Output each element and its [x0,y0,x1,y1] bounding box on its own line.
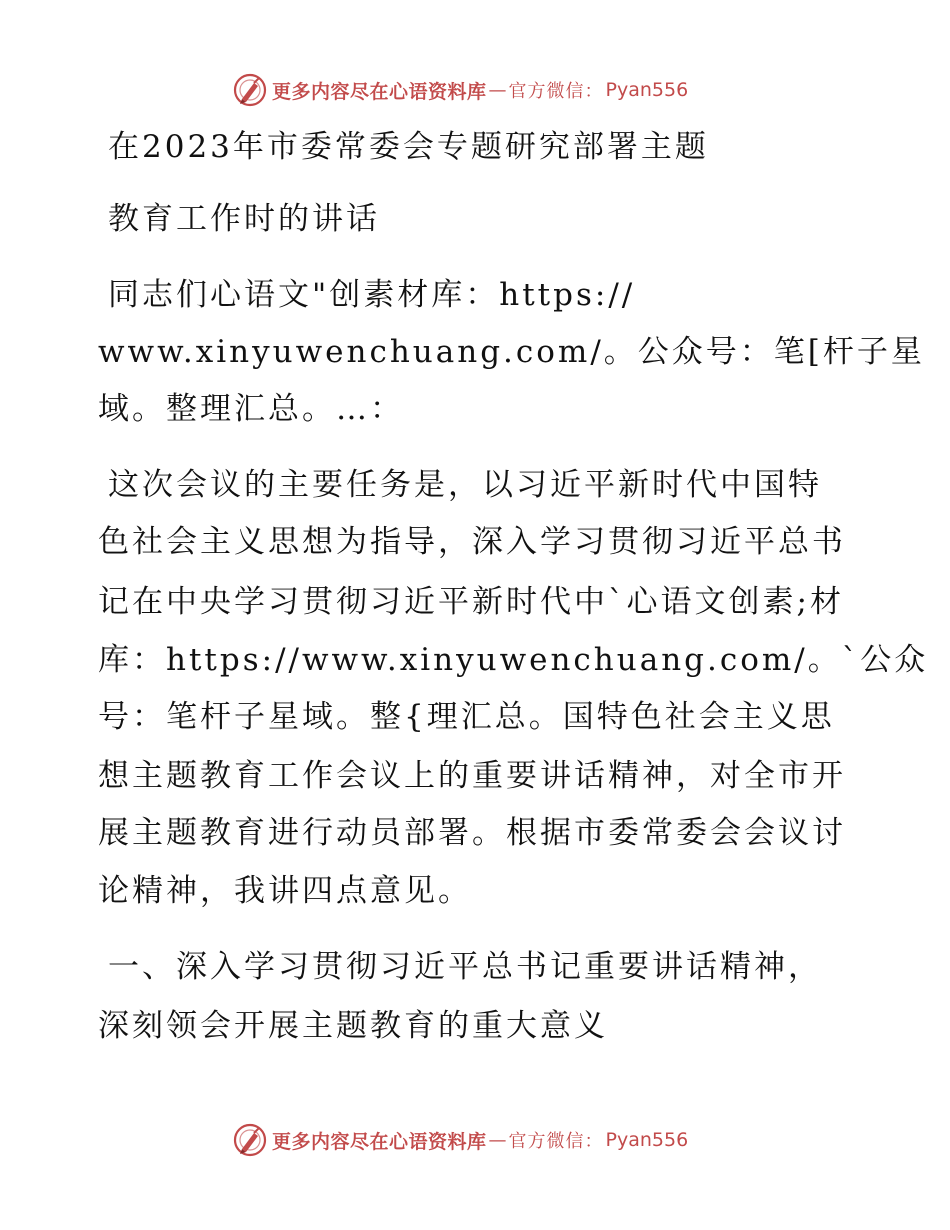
paragraph-line-6: 想主题教育工作会议上的重要讲话精神，对全市开 [98,758,846,794]
watermark-dash: — [488,79,507,101]
watermark-wechat-id: Pyan556 [605,79,689,101]
paragraph-line-7: 展主题教育进行动员部署。根据市委常委会会议讨 [98,815,846,851]
greeting-line-3: 域。整理汇总。…： [98,391,404,427]
watermark-brand-text: 更多内容尽在心语资料库 [272,80,487,103]
watermark-label: 官方微信： [508,1131,604,1152]
pen-logo-icon [232,1122,268,1158]
watermark-dash: — [488,1129,507,1151]
watermark-banner-bottom [232,1120,688,1160]
section-heading-line-2: 深刻领会开展主题教育的重大意义 [98,1008,608,1044]
paragraph-line-8: 论精神，我讲四点意见。 [98,873,472,909]
title-line-1: 在2023年市委常委会专题研究部署主题 [108,129,709,165]
watermark-label: 官方微信： [508,81,604,102]
watermark-banner-top [232,70,688,110]
greeting-line-1: 同志们心语文"创素材库：https:// [108,277,636,313]
paragraph-line-1: 这次会议的主要任务是，以习近平新时代中国特 [108,467,822,503]
section-heading-line-1: 一、深入学习贯彻习近平总书记重要讲话精神， [108,949,822,985]
paragraph-line-2: 色社会主义思想为指导，深入学习贯彻习近平总书 [98,524,846,560]
paragraph-line-3: 记在中央学习贯彻习近平新时代中`心语文创素;材 [98,584,844,620]
greeting-line-2: www.xinyuwenchuang.com/。公众号：笔[杆子星 [98,334,925,370]
watermark-wechat-id: Pyan556 [605,1129,689,1151]
paragraph-line-4: 库：https://www.xinyuwenchuang.com/。`公众 [98,642,929,678]
paragraph-line-5: 号：笔杆子星域。整{理汇总。国特色社会主义思 [98,699,835,735]
title-line-2: 教育工作时的讲话 [108,201,380,237]
pen-logo-icon [232,72,268,108]
watermark-brand-text: 更多内容尽在心语资料库 [272,1130,487,1153]
